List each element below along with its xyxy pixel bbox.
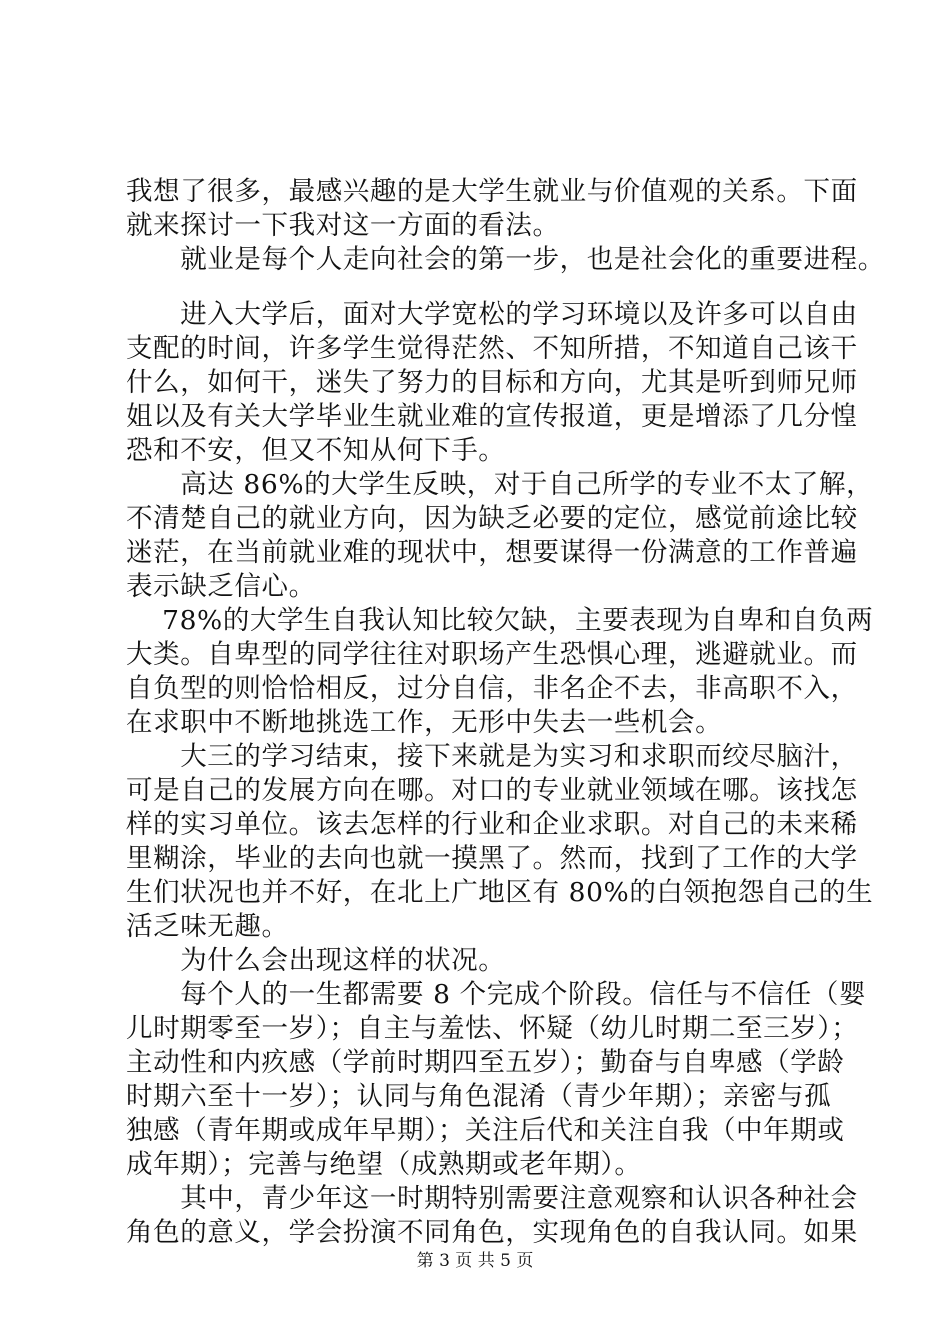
text-line: 就业是每个人走向社会的第一步，也是社会化的重要进程。 [126,244,885,275]
page-footer: 第 3 页 共 5 页 [416,1251,534,1271]
text-line: 自负型的则恰恰相反，过分自信，非名企不去，非高职不入， [126,673,858,704]
text-line: 活乏味无趣。 [126,911,289,942]
text-line: 角色的意义，学会扮演不同角色，实现角色的自我认同。如果 [126,1217,858,1248]
text-line: 78%的大学生自我认知比较欠缺，主要表现为自卑和自负两 [126,605,874,636]
text-line: 里糊涂，毕业的去向也就一摸黑了。然而，找到了工作的大学 [126,843,858,874]
text-line: 成年期）；完善与绝望（成熟期或老年期）。 [126,1149,642,1180]
text-line: 支配的时间，许多学生觉得茫然、不知所措，不知道自己该干 [126,333,858,364]
text-line: 我想了很多，最感兴趣的是大学生就业与价值观的关系。下面 [126,176,858,207]
text-line: 主动性和内疚感（学前时期四至五岁）；勤奋与自卑感（学龄 [126,1047,845,1078]
text-line: 生们状况也并不好，在北上广地区有 80%的白领抱怨自己的生 [126,877,874,908]
text-line: 大类。自卑型的同学往往对职场产生恐惧心理，逃避就业。而 [126,639,858,670]
text-line: 时期六至十一岁）；认同与角色混淆（青少年期）；亲密与孤 [126,1081,832,1112]
text-line: 独感（青年期或成年早期）；关注后代和关注自我（中年期或 [126,1115,845,1146]
text-line: 在求职中不断地挑选工作，无形中失去一些机会。 [126,707,723,738]
text-line: 姐以及有关大学毕业生就业难的宣传报道，更是增添了几分惶 [126,401,858,432]
text-line: 进入大学后，面对大学宽松的学习环境以及许多可以自由 [126,299,858,330]
text-line: 迷茫，在当前就业难的现状中，想要谋得一份满意的工作普遍 [126,537,858,568]
text-line: 什么，如何干，迷失了努力的目标和方向，尤其是听到师兄师 [126,367,858,398]
text-line: 为什么会出现这样的状况。 [126,945,506,976]
text-line: 不清楚自己的就业方向，因为缺乏必要的定位，感觉前途比较 [126,503,858,534]
text-line: 表示缺乏信心。 [126,571,316,602]
text-line: 就来探讨一下我对这一方面的看法。 [126,210,560,241]
text-line: 高达 86%的大学生反映，对于自己所学的专业不太了解， [126,469,874,500]
text-line: 大三的学习结束，接下来就是为实习和求职而绞尽脑汁， [126,741,858,772]
text-line: 其中，青少年这一时期特别需要注意观察和认识各种社会 [126,1183,858,1214]
text-line: 样的实习单位。该去怎样的行业和企业求职。对自己的未来稀 [126,809,858,840]
text-line: 恐和不安，但又不知从何下手。 [126,435,506,466]
text-line: 每个人的一生都需要 8 个完成个阶段。信任与不信任（婴 [126,979,867,1010]
text-line: 儿时期零至一岁）；自主与羞怯、怀疑（幼儿时期二至三岁）； [126,1013,859,1044]
text-line: 可是自己的发展方向在哪。对口的专业就业领域在哪。该找怎 [126,775,858,806]
